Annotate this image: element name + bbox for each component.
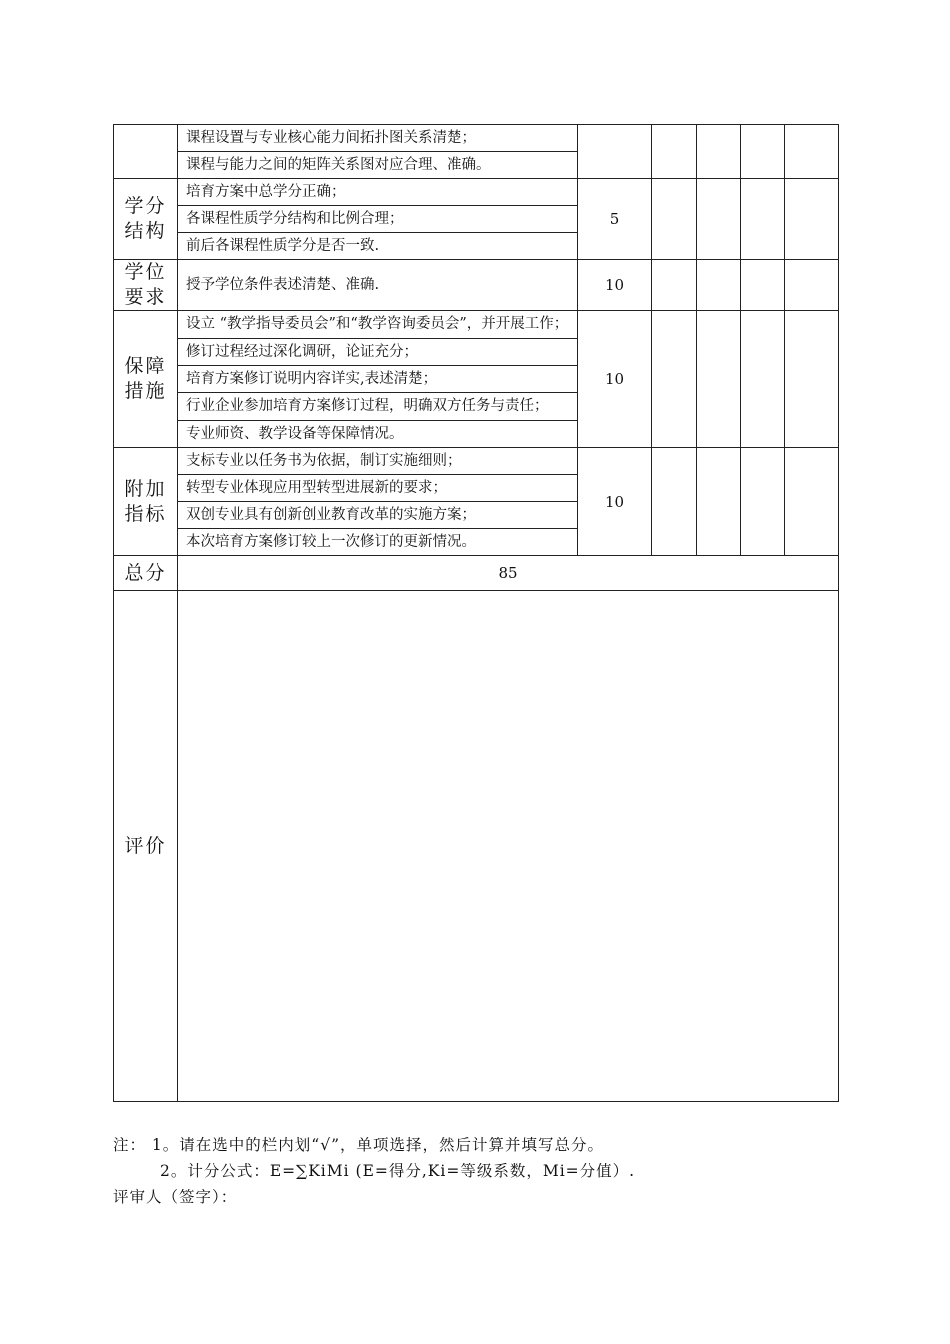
criterion-text: 行业企业参加培育方案修订过程，明确双方任务与责任； [178, 393, 578, 421]
category-credit-structure [114, 179, 178, 260]
category-label: 学位要求 [124, 261, 167, 308]
rating-cell[interactable] [785, 125, 839, 179]
evaluation-area[interactable] [178, 591, 839, 1102]
rating-cell[interactable] [652, 448, 697, 556]
category-cell-empty [114, 125, 178, 179]
rating-cell[interactable] [697, 311, 741, 448]
criterion-text: 本次培育方案修订较上一次修订的更新情况。 [178, 529, 578, 556]
evaluation-form [113, 124, 838, 1102]
score-value: 10 [578, 311, 652, 448]
form-notes [113, 1132, 838, 1210]
table-row [114, 125, 839, 152]
rating-cell[interactable] [697, 260, 741, 311]
rating-cell[interactable] [741, 179, 785, 260]
rating-cell[interactable] [785, 311, 839, 448]
rating-cell[interactable] [741, 448, 785, 556]
table-row [114, 556, 839, 591]
criterion-text: 支标专业以任务书为依据，制订实施细则； [178, 448, 578, 475]
reviewer-signature-label: 评审人（签字）： [113, 1188, 238, 1206]
criterion-text: 培育方案中总学分正确； [178, 179, 578, 206]
table-row [114, 311, 839, 339]
criterion-text: 授予学位条件表述清楚、准确. [178, 260, 578, 311]
rating-cell[interactable] [697, 125, 741, 179]
evaluation-table [113, 124, 839, 1102]
table-row [114, 448, 839, 475]
rating-cell[interactable] [741, 260, 785, 311]
rating-cell[interactable] [652, 260, 697, 311]
score-value: 10 [578, 260, 652, 311]
table-row [114, 179, 839, 206]
rating-cell[interactable] [652, 125, 697, 179]
category-degree-requirement [114, 260, 178, 311]
score-cell [578, 125, 652, 179]
total-label: 总分 [114, 556, 178, 591]
table-row [114, 260, 839, 311]
rating-cell[interactable] [652, 179, 697, 260]
criterion-text: 课程与能力之间的矩阵关系图对应合理、准确。 [178, 152, 578, 179]
criterion-text: 双创专业具有创新创业教育改革的实施方案； [178, 502, 578, 529]
rating-cell[interactable] [697, 448, 741, 556]
score-value: 5 [578, 179, 652, 260]
category-guarantee-measures [114, 311, 178, 448]
criterion-text: 前后各课程性质学分是否一致. [178, 233, 578, 260]
criterion-text: 修订过程经过深化调研，论证充分； [178, 339, 578, 366]
rating-cell[interactable] [697, 179, 741, 260]
category-additional-indicators [114, 448, 178, 556]
criterion-text: 设立 “教学指导委员会”和“教学咨询委员会”，并开展工作； [178, 311, 578, 339]
rating-cell[interactable] [741, 125, 785, 179]
criterion-text: 培育方案修订说明内容详实,表述清楚； [178, 366, 578, 393]
total-value: 85 [178, 556, 839, 591]
rating-cell[interactable] [652, 311, 697, 448]
criterion-text: 专业师资、教学设备等保障情况。 [178, 421, 578, 448]
note-line-2: 2。计分公式：E=∑KiMi (E=得分,Ki=等级系数，Mi=分值）. [160, 1162, 636, 1180]
criterion-text: 转型专业体现应用型转型进展新的要求； [178, 475, 578, 502]
rating-cell[interactable] [741, 311, 785, 448]
rating-cell[interactable] [785, 179, 839, 260]
criterion-text: 各课程性质学分结构和比例合理； [178, 206, 578, 233]
rating-cell[interactable] [785, 260, 839, 311]
category-label: 学分结构 [124, 195, 167, 242]
score-value: 10 [578, 448, 652, 556]
category-label: 保障措施 [124, 355, 167, 402]
criterion-text: 课程设置与专业核心能力间拓扑图关系清楚； [178, 125, 578, 152]
rating-cell[interactable] [785, 448, 839, 556]
table-row [114, 591, 839, 1102]
note-line-1: 注： 1。请在选中的栏内划“√”，单项选择，然后计算并填写总分。 [113, 1136, 605, 1154]
evaluation-label: 评价 [114, 591, 178, 1102]
category-label: 附加指标 [124, 477, 167, 525]
